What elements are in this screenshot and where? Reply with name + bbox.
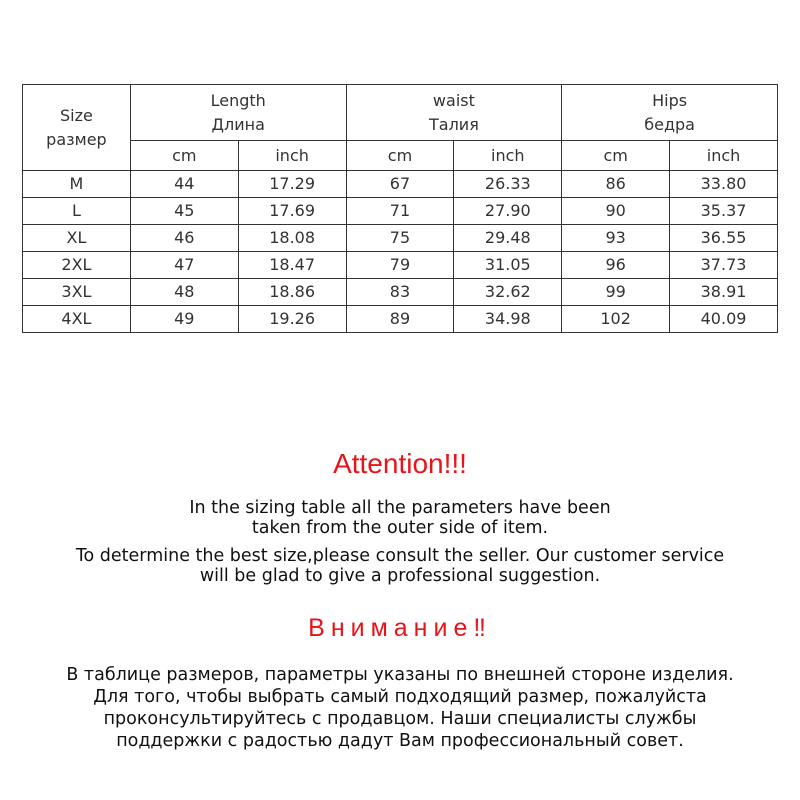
unit-header: cm [130,141,238,171]
size-table [22,84,778,333]
ru-notice-line: поддержки с радостью дадут Вам профессиональный совет. [116,731,684,751]
value-cell: 96 [562,252,670,279]
value-cell: 47 [130,252,238,279]
value-cell: 90 [562,198,670,225]
size-header-ru: размер [46,129,107,149]
unit-header: inch [670,141,778,171]
value-cell: 49 [130,306,238,333]
waist-header-en: waist [432,90,475,110]
ru-notice-paragraph [0,664,800,752]
value-cell: 102 [562,306,670,333]
length-header-ru: Длина [211,114,265,134]
ru-notice-line: Для того, чтобы выбрать самый подходящий размер, пожалуйста [93,687,707,707]
notice-paragraph-1 [0,498,800,538]
value-cell: 67 [346,171,454,198]
value-cell: 18.08 [238,225,346,252]
hips-header-ru: бедра [644,114,695,134]
value-cell: 45 [130,198,238,225]
size-cell: 4XL [23,306,131,333]
length-header-en: Length [210,90,266,110]
value-cell: 93 [562,225,670,252]
size-cell: L [23,198,131,225]
unit-header: cm [346,141,454,171]
table-row [23,171,778,198]
size-cell: 3XL [23,279,131,306]
table-row [23,198,778,225]
size-header [23,85,131,171]
value-cell: 44 [130,171,238,198]
value-cell: 40.09 [670,306,778,333]
value-cell: 75 [346,225,454,252]
value-cell: 35.37 [670,198,778,225]
value-cell: 34.98 [454,306,562,333]
value-cell: 71 [346,198,454,225]
table-row [23,279,778,306]
notice-line: taken from the outer side of item. [251,518,549,538]
hips-header-en: Hips [652,90,688,110]
value-cell: 27.90 [454,198,562,225]
size-cell: 2XL [23,252,131,279]
notice-line: To determine the best size,please consult the seller. Our customer service [75,546,725,566]
ru-notice-line: проконсультируйтесь с продавцом. Наши специалисты службы [103,709,697,729]
value-cell: 37.73 [670,252,778,279]
ru-attention-heading: Внимание‼ [308,614,492,642]
unit-header: inch [454,141,562,171]
value-cell: 48 [130,279,238,306]
unit-header: cm [562,141,670,171]
value-cell: 38.91 [670,279,778,306]
value-cell: 36.55 [670,225,778,252]
ru-notice-line: В таблице размеров, параметры указаны по внешней стороне изделия. [66,665,734,685]
attention-heading: Attention!!! [333,448,467,479]
value-cell: 18.86 [238,279,346,306]
unit-header: inch [238,141,346,171]
table-row [23,225,778,252]
units-row [23,141,778,171]
waist-header-ru: Талия [428,114,479,134]
value-cell: 33.80 [670,171,778,198]
value-cell: 19.26 [238,306,346,333]
length-header [130,85,346,141]
hips-header [562,85,778,141]
notice-line: will be glad to give a professional suggestion. [199,566,601,586]
size-cell: M [23,171,131,198]
table-row [23,252,778,279]
value-cell: 99 [562,279,670,306]
value-cell: 26.33 [454,171,562,198]
notice-line: In the sizing table all the parameters have been [189,498,611,518]
value-cell: 86 [562,171,670,198]
notice-paragraph-2 [0,546,800,586]
size-cell: XL [23,225,131,252]
value-cell: 89 [346,306,454,333]
value-cell: 29.48 [454,225,562,252]
value-cell: 17.69 [238,198,346,225]
table-row [23,306,778,333]
waist-header [346,85,562,141]
size-header-en: Size [60,105,93,125]
value-cell: 31.05 [454,252,562,279]
value-cell: 46 [130,225,238,252]
value-cell: 32.62 [454,279,562,306]
value-cell: 18.47 [238,252,346,279]
value-cell: 83 [346,279,454,306]
value-cell: 17.29 [238,171,346,198]
value-cell: 79 [346,252,454,279]
